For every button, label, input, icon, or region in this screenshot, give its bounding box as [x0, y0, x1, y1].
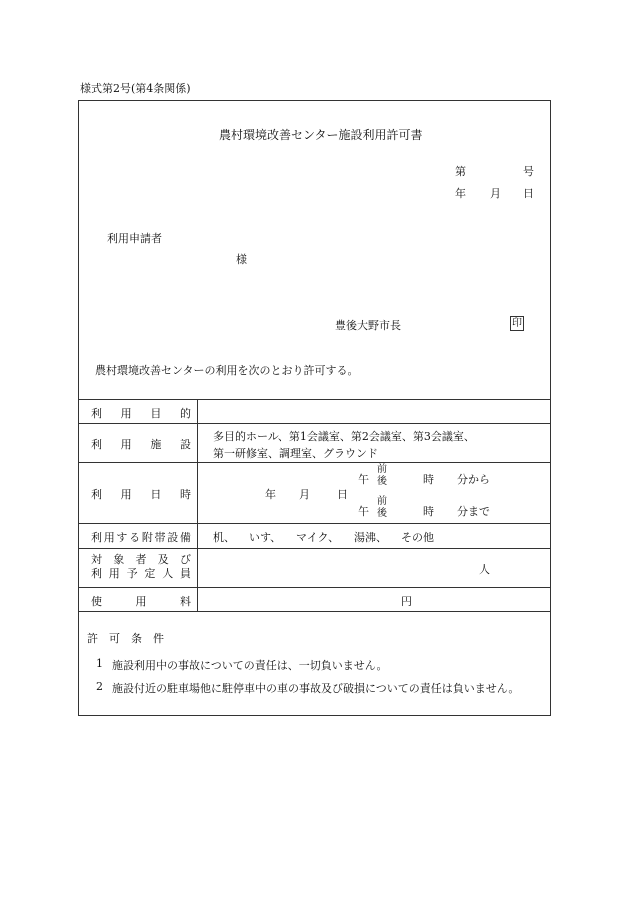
label-char: す — [116, 531, 128, 544]
datetime-day: 日 — [337, 488, 348, 501]
label-char: 的 — [179, 407, 191, 420]
label-char: 用 — [108, 567, 120, 580]
seal-icon: 印 — [512, 318, 522, 329]
condition-number-1: 1 — [96, 657, 103, 670]
row-divider — [79, 423, 550, 424]
row-divider — [79, 587, 550, 588]
label-char: 象 — [113, 553, 125, 566]
label-char: 定 — [144, 567, 156, 580]
label-char: 用 — [120, 438, 132, 451]
table-top-line — [79, 399, 550, 400]
label-char: 人 — [162, 567, 174, 580]
label-char: 利 — [91, 531, 102, 544]
fee-label — [91, 593, 191, 609]
condition-text-1: 施設利用中の事故についての責任は、一切負いません。 — [112, 659, 388, 672]
label-char: 用 — [135, 595, 147, 608]
label-char: 帯 — [154, 531, 166, 544]
datetime-label — [91, 486, 191, 502]
label-char: 設 — [167, 531, 179, 544]
label-char: 用 — [120, 407, 132, 420]
purpose-label — [91, 405, 191, 421]
label-char: 附 — [141, 531, 153, 544]
date-month: 月 — [490, 187, 501, 200]
permit-statement: 農村環境改善センターの利用を次のとおり許可する。 — [95, 364, 359, 377]
document-title: 農村環境改善センター施設利用許可書 — [219, 128, 423, 142]
number-prefix: 第 — [455, 165, 466, 178]
date-day: 日 — [523, 187, 534, 200]
label-char: 用 — [120, 488, 132, 501]
end-gozen: 午 — [358, 505, 369, 518]
end-hour: 時 — [423, 505, 434, 518]
date-year: 年 — [455, 187, 466, 200]
equipment-item: その他 — [401, 531, 434, 544]
label-char: 対 — [91, 553, 102, 566]
condition-number-2: 2 — [96, 680, 103, 693]
persons-label-line-1 — [91, 553, 191, 567]
permit-form — [78, 100, 551, 716]
seal-mark — [510, 316, 524, 331]
label-char: 利 — [91, 567, 102, 580]
label-char: 利 — [91, 488, 102, 501]
equipment-label — [91, 529, 191, 545]
label-char: 日 — [150, 488, 162, 501]
row-divider — [79, 548, 550, 549]
persons-label-line-2 — [91, 567, 191, 581]
equipment-item: 机、 — [213, 531, 235, 544]
label-char: 用 — [103, 531, 115, 544]
applicant-honorific: 様 — [236, 253, 247, 266]
label-char: 設 — [179, 438, 191, 451]
datetime-year: 年 — [265, 488, 276, 501]
equipment-item: 湯沸、 — [354, 531, 387, 544]
label-char: 目 — [150, 407, 162, 420]
label-char: 使 — [91, 595, 102, 608]
row-divider — [79, 462, 550, 463]
start-gozen: 午 — [358, 473, 369, 486]
facility-line-1: 多目的ホール、第1会議室、第2会議室、第3会議室、 — [213, 430, 475, 443]
table-bottom-line — [79, 611, 550, 612]
number-suffix: 号 — [523, 165, 534, 178]
start-am: 前 — [377, 464, 387, 475]
label-char: 施 — [150, 438, 162, 451]
equipment-item: いす、 — [249, 531, 282, 544]
condition-text-2: 施設付近の駐車場他に駐停車中の車の事故及び破損についての責任は負いません。 — [112, 682, 520, 695]
label-char: 料 — [180, 595, 191, 608]
conditions-heading: 許 可 条 件 — [87, 632, 164, 645]
start-pm: 後 — [377, 476, 387, 487]
label-char: 及 — [157, 553, 169, 566]
start-hour: 時 — [423, 473, 434, 486]
start-minute: 分から — [457, 473, 490, 486]
label-char: 者 — [135, 553, 147, 566]
form-reference: 様式第2号(第4条関係) — [80, 82, 191, 95]
row-divider — [79, 523, 550, 524]
facility-line-2: 第一研修室、調理室、グラウンド — [213, 447, 378, 460]
persons-label — [91, 553, 191, 581]
end-pm: 後 — [377, 508, 387, 519]
label-char: 時 — [179, 488, 191, 501]
fee-unit: 円 — [401, 595, 412, 608]
label-char: 利 — [91, 438, 102, 451]
label-char: 員 — [179, 567, 191, 580]
start-ampm — [377, 464, 387, 488]
end-ampm — [377, 496, 387, 520]
label-char: 備 — [179, 531, 191, 544]
facility-label — [91, 436, 191, 452]
end-am: 前 — [377, 496, 387, 507]
issuer-name: 豊後大野市長 — [335, 319, 401, 332]
label-char: る — [129, 531, 141, 544]
applicant-label: 利用申請者 — [107, 232, 162, 245]
label-char: 利 — [91, 407, 102, 420]
equipment-item: マイク、 — [296, 531, 340, 544]
label-char: び — [180, 553, 191, 566]
column-divider — [197, 399, 198, 611]
end-minute: 分まで — [457, 505, 490, 518]
datetime-month: 月 — [299, 488, 310, 501]
persons-unit: 人 — [479, 563, 490, 576]
label-char: 予 — [126, 567, 138, 580]
